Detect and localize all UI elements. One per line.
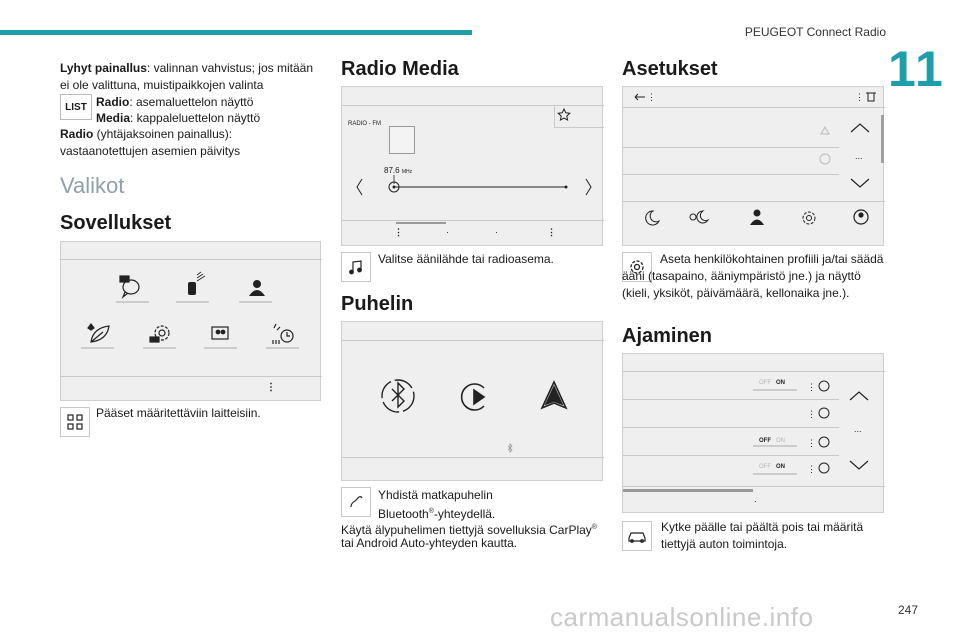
scroll-up-icon [850, 392, 868, 400]
mobile-signal-icon [188, 272, 205, 295]
info-icon [820, 154, 830, 164]
more-options-icon[interactable]: ⋮ [394, 227, 403, 237]
chapter-number: 11 [888, 41, 945, 97]
divider [342, 105, 604, 106]
frequency-unit: MHz [401, 169, 413, 175]
intro-rest: : valinnan vahvistus; jos mitään ei ole valittuna, muistipaikkojen valinta [60, 61, 313, 92]
more-options-icon: ⋮ [807, 382, 816, 392]
frequency-readout [384, 166, 412, 175]
radio-caption: Valitse äänilähde tai radioasema. [378, 252, 554, 266]
info-icon [819, 408, 829, 418]
phone-caption-line2-rest: -yhteydellä. [433, 507, 496, 521]
media-line [96, 110, 316, 127]
more-options-icon: ⋮ [647, 92, 656, 102]
scroll-down-icon [851, 179, 869, 187]
toggle-off-label: OFF [759, 464, 771, 470]
radio-screen [341, 86, 603, 246]
radio-band-label: RADIO - FM [348, 121, 381, 127]
contacts-card-icon [212, 327, 228, 339]
driving-screen [622, 353, 884, 513]
toggle-on-label: ON [776, 380, 786, 386]
divider [342, 220, 604, 221]
android-auto-icon [542, 382, 566, 408]
more-options-icon: ⋮ [855, 92, 864, 102]
phone-screen [341, 321, 603, 481]
station-artwork [389, 126, 415, 154]
divider [61, 376, 322, 377]
registered-mark: ® [591, 524, 597, 531]
media-rest: : kappaleluettelon näyttö [130, 111, 261, 125]
radio-rest: : asemaluettelon näyttö [129, 95, 254, 109]
carplay-icon [462, 384, 484, 410]
page-indicator [396, 222, 446, 224]
settings-controls [623, 87, 885, 247]
phone-options [342, 342, 604, 457]
list-button-icon: LIST [60, 94, 92, 120]
toggle-on-label: ON [776, 464, 786, 470]
header-title: PEUGEOT Connect Radio [744, 25, 886, 39]
dot-icon: · [446, 227, 449, 237]
climate-timer-icon [273, 324, 293, 344]
ellipsis-icon: ... [854, 424, 862, 434]
bluetooth-text: Bluetooth [378, 507, 429, 521]
apps-icons-grid [61, 260, 322, 376]
chat-icon [120, 276, 139, 297]
previous-station-icon [357, 179, 362, 195]
settings-screen [622, 86, 884, 246]
gear-icon [803, 212, 815, 224]
driving-heading: Ajaminen [622, 325, 713, 347]
trash-icon [866, 93, 876, 101]
radio-media-heading: Radio Media [341, 58, 459, 80]
info-icon [819, 381, 829, 391]
menus-heading: Valikot [60, 173, 125, 198]
bluetooth-icon [382, 380, 414, 412]
frequency-value: 87.6 [384, 166, 400, 175]
more-options-icon: ⋮ [807, 438, 816, 448]
toggle-off-label: OFF [759, 438, 771, 444]
divider [554, 105, 555, 127]
scroll-up-icon [851, 124, 869, 132]
next-station-icon [586, 179, 591, 195]
carplay-text: Käytä älypuhelimen tiettyjä sovelluksia CarPlay [341, 523, 592, 537]
divider [342, 457, 604, 458]
warning-icon [821, 127, 829, 134]
apps-caption: Pääset määritettäviin laitteisiin. [96, 406, 261, 420]
info-icon [819, 437, 829, 447]
media-bold: Media [96, 111, 131, 125]
phone-caption-line1: Yhdistä matkapuhelin [378, 488, 493, 502]
car-icon [622, 521, 652, 551]
radio-long-press-line [60, 126, 322, 160]
scroll-down-icon [850, 461, 868, 469]
apps-grid-icon [60, 407, 90, 437]
eco-leaf-icon [88, 324, 109, 342]
profile-icon [249, 280, 265, 296]
radio-line [96, 94, 316, 111]
profile-settings-icon [750, 210, 764, 226]
favorite-star-icon[interactable] [556, 107, 572, 123]
ellipsis-icon: ... [855, 151, 863, 161]
phone-caption-line4: tai Android Auto-yhteyden kautta. [341, 536, 518, 550]
driving-caption: Kytke päälle tai päältä pois tai määritä tiettyjä auton toimintoja. [661, 520, 864, 551]
day-night-icon [690, 211, 708, 223]
frequency-slider[interactable] [354, 175, 594, 199]
more-options-icon: ⋮ [807, 409, 816, 419]
bluetooth-status-icon [508, 444, 512, 452]
toggle-off-label: OFF [759, 380, 771, 386]
driving-controls [623, 354, 885, 514]
vehicle-settings-icon [150, 326, 169, 342]
watermark: carmanualsonline.info [550, 602, 814, 632]
more-options-icon[interactable]: ⋮ [266, 382, 276, 393]
apps-heading: Sovellukset [60, 212, 172, 234]
more-options-icon: ⋮ [807, 464, 816, 474]
radio-bold: Radio [96, 95, 130, 109]
intro-paragraph [60, 60, 320, 94]
settings-caption: Aseta henkilökohtainen profiili ja/tai säädä ääni (tasapaino, ääniympäristö jne.) ja näyttö (kieli, yksiköt, päivämäärä, kellonaika jne.). [622, 252, 884, 300]
info-icon [819, 463, 829, 473]
radio-long-rest: (yhtäjaksoinen painallus): vastaanotettujen asemien päivitys [60, 127, 241, 158]
divider [342, 340, 604, 341]
toggle-on-label: ON [776, 438, 786, 444]
intro-bold: Lyhyt painallus [60, 61, 147, 75]
settings-heading: Asetukset [622, 58, 718, 80]
phone-heading: Puhelin [341, 293, 414, 315]
apps-screen [60, 241, 321, 401]
phone-link-icon [341, 487, 371, 517]
more-options-icon[interactable]: ⋮ [547, 227, 556, 237]
privacy-icon [854, 210, 868, 224]
radio-long-bold: Radio [60, 127, 94, 141]
header-accent-bar [0, 30, 472, 35]
registered-mark: ® [428, 508, 434, 515]
dot-icon: · [754, 496, 757, 506]
night-mode-icon [646, 211, 659, 225]
back-arrow-icon [635, 94, 645, 100]
divider [554, 127, 604, 128]
music-note-icon [341, 252, 371, 282]
dot-icon: · [495, 227, 498, 237]
page-number: 247 [897, 603, 918, 617]
